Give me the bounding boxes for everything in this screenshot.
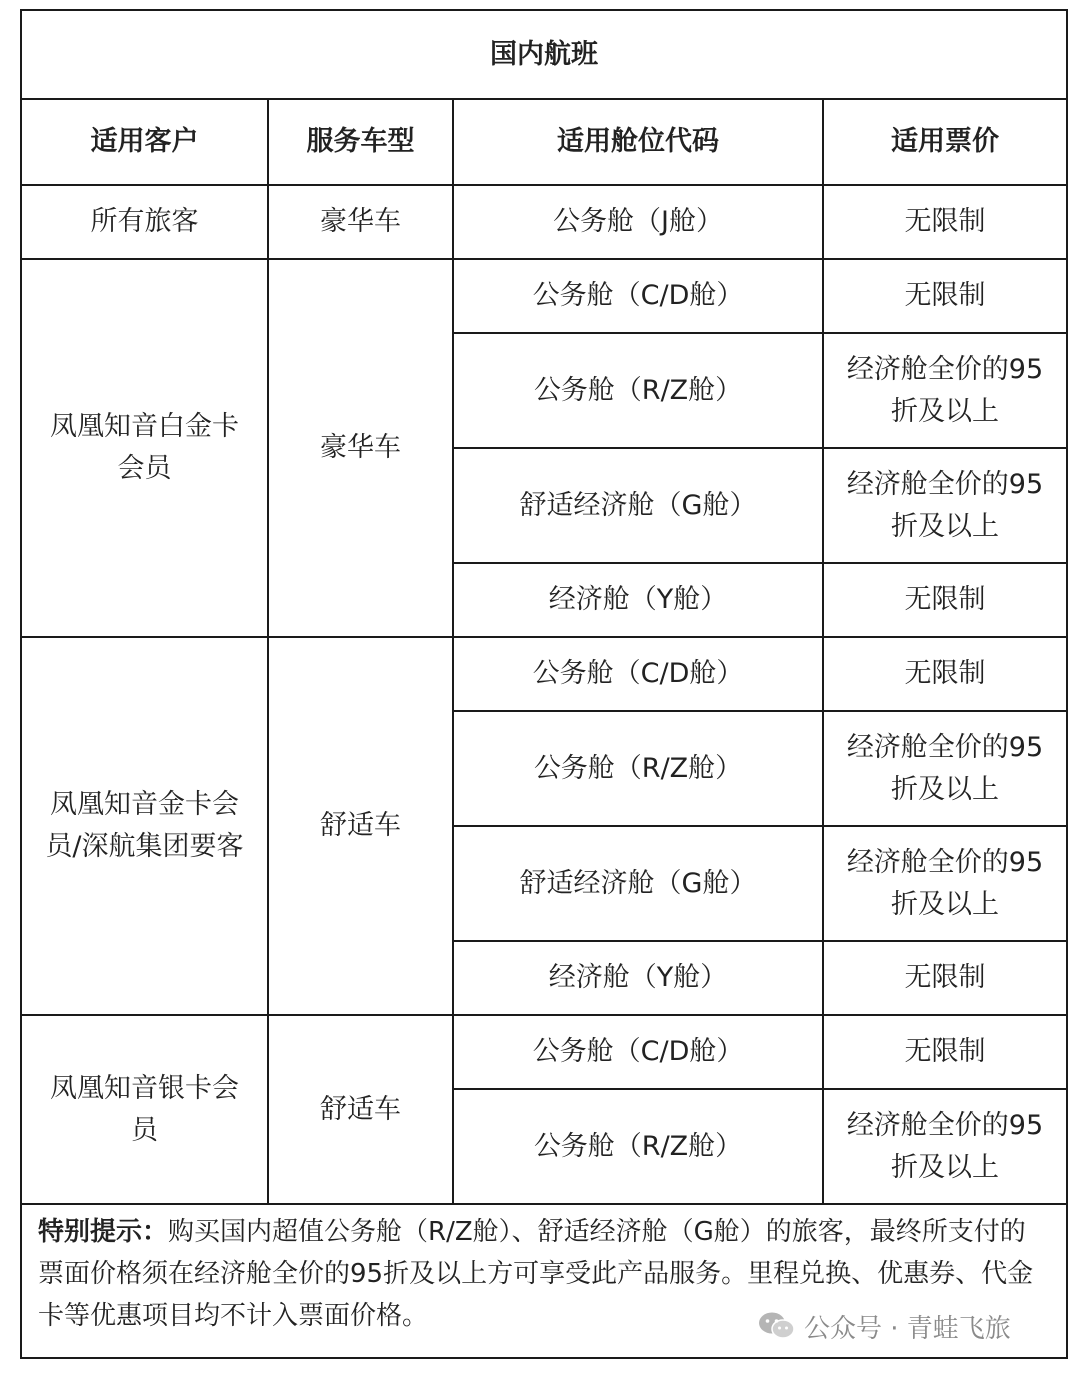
table-row: [22, 185, 1066, 259]
header-fare: 适用票价: [823, 99, 1066, 185]
fare-cell: 无限制: [823, 637, 1066, 711]
customer-cell: 所有旅客: [22, 185, 268, 259]
table-title: 国内航班: [22, 11, 1066, 99]
fare-cell: 经济舱全价的95折及以上: [823, 333, 1066, 448]
cabin-cell: 舒适经济舱（G舱）: [453, 826, 823, 941]
car-cell: 豪华车: [268, 185, 453, 259]
fare-table: [22, 11, 1066, 1205]
cabin-cell: 公务舱（J舱）: [453, 185, 823, 259]
customer-cell: 凤凰知音金卡会员/深航集团要客: [22, 637, 268, 1015]
fare-cell: 无限制: [823, 563, 1066, 637]
fare-cell: 无限制: [823, 259, 1066, 333]
cabin-cell: 公务舱（R/Z舱）: [453, 1089, 823, 1204]
fare-cell: 经济舱全价的95折及以上: [823, 448, 1066, 563]
customer-cell: 凤凰知音白金卡会员: [22, 259, 268, 637]
fare-cell: 无限制: [823, 1015, 1066, 1089]
fare-cell: 经济舱全价的95折及以上: [823, 1089, 1066, 1204]
car-cell: 豪华车: [268, 259, 453, 637]
cabin-cell: 公务舱（R/Z舱）: [453, 711, 823, 826]
header-customer: 适用客户: [22, 99, 268, 185]
cabin-cell: 经济舱（Y舱）: [453, 941, 823, 1015]
cabin-cell: 经济舱（Y舱）: [453, 563, 823, 637]
car-cell: 舒适车: [268, 1015, 453, 1204]
table-row: [22, 637, 1066, 711]
table-row: [22, 259, 1066, 333]
watermark-text: 公众号 · 青蛙飞旅: [804, 1313, 1011, 1344]
header-car: 服务车型: [268, 99, 453, 185]
document-frame: [20, 9, 1068, 1359]
fare-cell: 无限制: [823, 185, 1066, 259]
customer-cell: 凤凰知音银卡会员: [22, 1015, 268, 1204]
cabin-cell: 公务舱（R/Z舱）: [453, 333, 823, 448]
header-cabin: 适用舱位代码: [453, 99, 823, 185]
table-row: [22, 1015, 1066, 1089]
cabin-cell: 公务舱（C/D舱）: [453, 637, 823, 711]
note-label: 特别提示：: [38, 1217, 169, 1247]
cabin-cell: 公务舱（C/D舱）: [453, 259, 823, 333]
fare-cell: 无限制: [823, 941, 1066, 1015]
fare-cell: 经济舱全价的95折及以上: [823, 826, 1066, 941]
cabin-cell: 公务舱（C/D舱）: [453, 1015, 823, 1089]
note-text: 购买国内超值公务舱（R/Z舱）、舒适经济舱（G舱）的旅客，最终所支付的票面价格须在经济舱全价的95折及以上方可享受此产品服务。里程兑换、优惠券、代金卡等优惠项目均不计入票面价格。: [38, 1217, 1034, 1331]
car-cell: 舒适车: [268, 637, 453, 1015]
cabin-cell: 舒适经济舱（G舱）: [453, 448, 823, 563]
wechat-icon: [758, 1311, 796, 1341]
watermark: [758, 1304, 1011, 1348]
fare-cell: 经济舱全价的95折及以上: [823, 711, 1066, 826]
